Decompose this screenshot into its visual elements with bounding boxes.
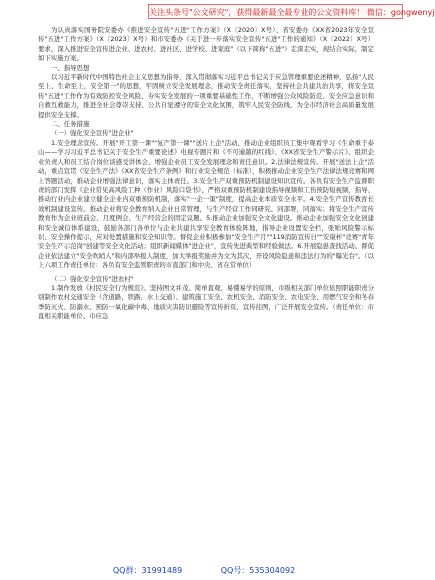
- intro-paragraph: 为认真落实国务院安委办《推进安全宣传"五进"工作方案》（X〔2020〕X号）、省安委办《XX省2023年安全宣传"五进"工作方案》（X〔2023〕X号）和市安委办《关于进一步落实安全宣传"五进"工作的通知》（X〔2022〕X号）要求，深入推进安全宣传进企业、进农村、进社区、进学校、进家庭"（以下简称"五进"）走深走实，现结合实际，制定如下实施方案。: [38, 26, 374, 63]
- qq-number-text: QQ号：535304092: [220, 566, 296, 575]
- section-heading-guiding-ideology: 一、指导思想: [51, 63, 90, 72]
- document-body: [38, 26, 374, 322]
- guiding-ideology-paragraph: 以习近平新时代中国特色社会主义思想为指导，深入贯彻落实习近平总书记关于应急管理重要论述精神，弘扬"人民至上、生命至上，安全第一"的思想，牢固树立安全发展理念，推动安全责任落实，坚持社会共建共治共享，将安全宣传"五进"工作作为有效防控安全风险、夯实安全发展的一项重要基础性工作，不断增强公众风险防范、安全应急意识和自救互救能力，推进全社会尊崇支持、公共自觉遵守的安全文化氛围，筑牢人民安全防线，为全市经济社会高质量发展提供安全支撑。: [38, 73, 374, 119]
- enterprise-paragraph: 1.安全理念宣传。开展"开工第一课""复产第一课""送片上企"活动，推动企业组织员工集中观看学习《生命重于泰山——学习习近平总书记关于安全生产重要论述》电视专题片和《不可逾越的红线》、《XX省安全生产警示片》，组织企业负责人和员工结合岗位谈感受讲体会，增强企业员工安全发展理念和责任意识。2.法律法规宣传。开展"送法上企"活动，重点宣贯《安全生产法》《XX省安全生产条例》和行业安全规范（标准），积极推动企业安全生产法律法规竞赛和网上答题活动，推动企业增强法律意识，落实主体责任。3.安全生产双重预防机制建设知识宣传。各负有安全生产监督职责的部门发挥《企业常见高风险工种（作业）风险口袋书》、严格双重预防机制建设指导视频和工伤预防短视频，指导、推动行业内企业建立健全企业内双重预防机制，落实"一企一策"制度，提高企业本质安全水平。4.安全生产宣传教育长效机制建设宣传。推动企业将安全教育纳入企业日常管理，与生产经营工作同研究、同部署，同落实；将安全生产宣传教育作为企业班前会、月度例会、生产经营会的固定议题。5.推动企业加强安全文化建设。推动企业加强安全文化创建和安全诚信体系建设，鼓励各部门各单位与企业共建共享安全教育体验阵地，指导企业设置安全栏，张贴风险警示标识、安全操作提示，应对处置措施和安全知识等。督促企业积极参加"安全生产月""119消防宣传日""安康杯"竞赛"青年安全生产示范岗"创建等安全文化活动；组织新闻媒体"进企业"，宣传先进典型和经验做法。6.开展隐患查找活动。督促企业依法建立"安全吹哨人"和内部举报人制度，加大举报奖励并为文为其次，开设风险隐患和违法行为的"曝光台"。（以上六项工作责任单位：各负有安全监管职责的市直部门和中央、省在常单位）: [38, 138, 374, 270]
- qq-group-text: QQ群：31991489: [112, 566, 183, 575]
- top-banner: 关注头条号"公文研究"，获得最新最全最专业的公文资料库！ 微信：gongwenyj: [148, 4, 403, 19]
- village-paragraph: 1.制作发放《村民安全行为规范》。坚持图文并茂、简单直观、易懂易学的原则，市级相关部门单位依照职能职责分别制作农村交通安全（含道路、铁路、水上交通）、建筑施工安全、农机安全、消防安全、农电安全、用燃气安全和冬春季防灭火、防溺水、预防一氧化碳中毒、地质灾害防识避险等宣传折页、宣传挂图，广泛开展安全宣传。（责任单位：市直相关职能单位、市应急: [38, 283, 374, 321]
- subsection-heading-village: （二）强化安全宣传"进农村": [51, 274, 134, 283]
- footer-contact: [0, 565, 408, 577]
- subsection-heading-enterprise: （一）强化安全宣传"进企业": [51, 129, 134, 138]
- section-heading-tasks: 二、任务措施: [51, 120, 90, 129]
